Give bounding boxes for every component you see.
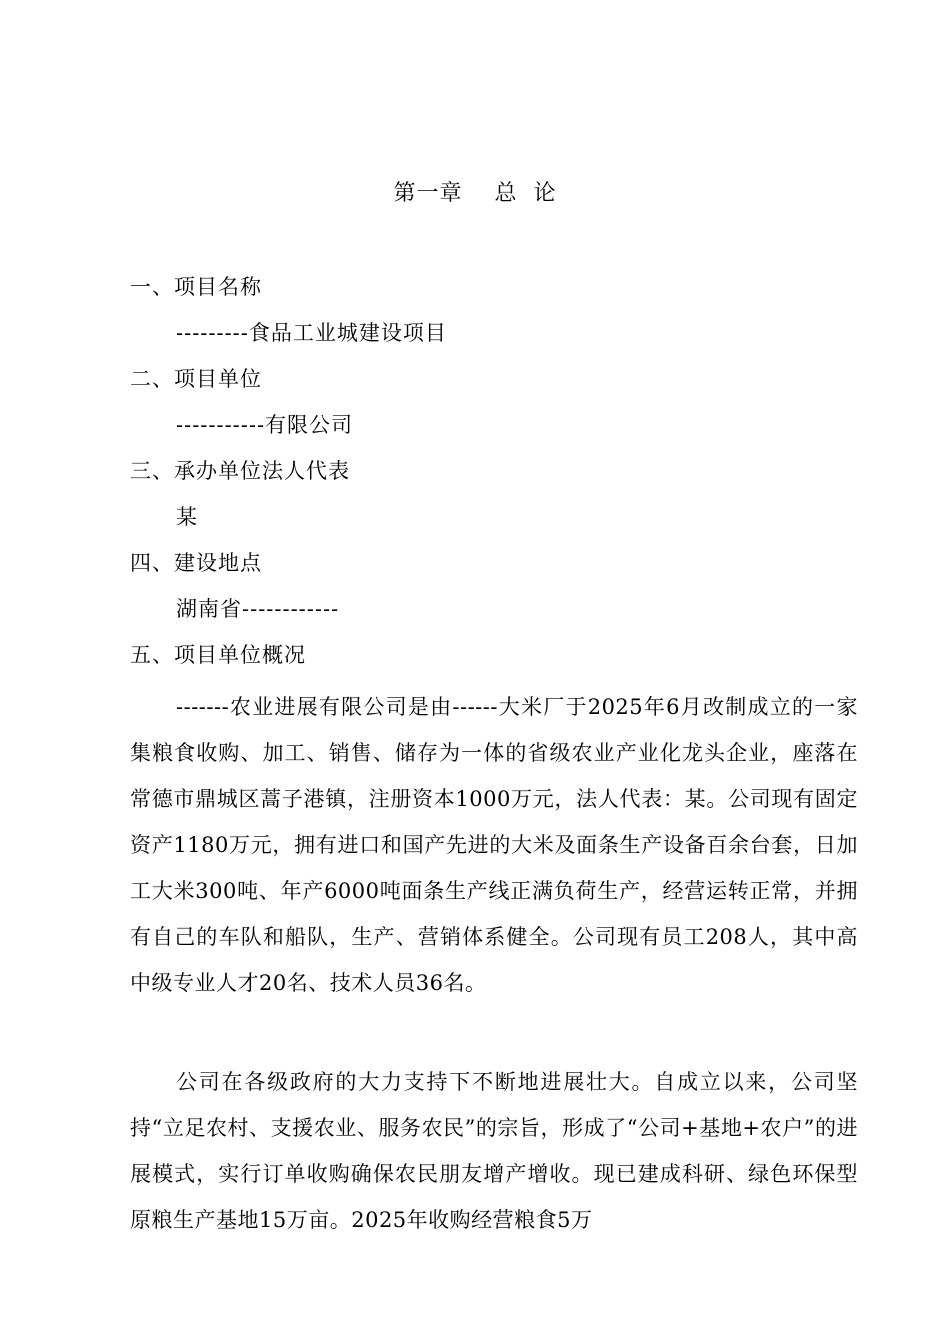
- overview-paragraph-2: 公司在各级政府的大力支持下不断地进展壮大。自成立以来，公司坚持“立足农村、支援农业、服务农民”的宗旨，形成了“公司+基地+农户”的进展模式，实行订单收购确保农民朋友增产增收。现已建成科研、绿色环保型原粮生产基地15万亩。2025年收购经营粮食5万: [130, 1070, 858, 1232]
- overview-paragraph-1: -------农业进展有限公司是由------大米厂于2025年6月改制成立的一家集粮食收购、加工、销售、储存为一体的省级农业产业化龙头企业，座落在常德市鼎城区蒿子港镇，注册资本1000万元，法人代表：某。公司现有固定资产1180万元，拥有进口和国产先进的大米及面条生产设备百余台套，日加工大米300吨、年产6000吨面条生产线正满负荷生产，经营运转正常，并拥有自己的车队和船队，生产、营销体系健全。公司现有员工208人，其中高中级专业人才20名、技术人员36名。: [130, 695, 858, 995]
- section-value-project-unit: -----------有限公司: [176, 413, 354, 437]
- section-value-construction-site: 湖南省------------: [176, 597, 340, 621]
- chapter-title: 第一章 总 论: [393, 181, 557, 206]
- section-heading-project-name: 一、项目名称: [130, 275, 262, 299]
- section-value-project-name: ---------食品工业城建设项目: [176, 321, 447, 345]
- section-heading-unit-overview: 五、项目单位概况: [130, 643, 306, 667]
- section-heading-construction-site: 四、建设地点: [130, 551, 262, 575]
- section-heading-legal-representative: 三、承办单位法人代表: [130, 459, 350, 483]
- section-heading-project-unit: 二、项目单位: [130, 367, 262, 391]
- section-value-legal-representative: 某: [176, 505, 198, 529]
